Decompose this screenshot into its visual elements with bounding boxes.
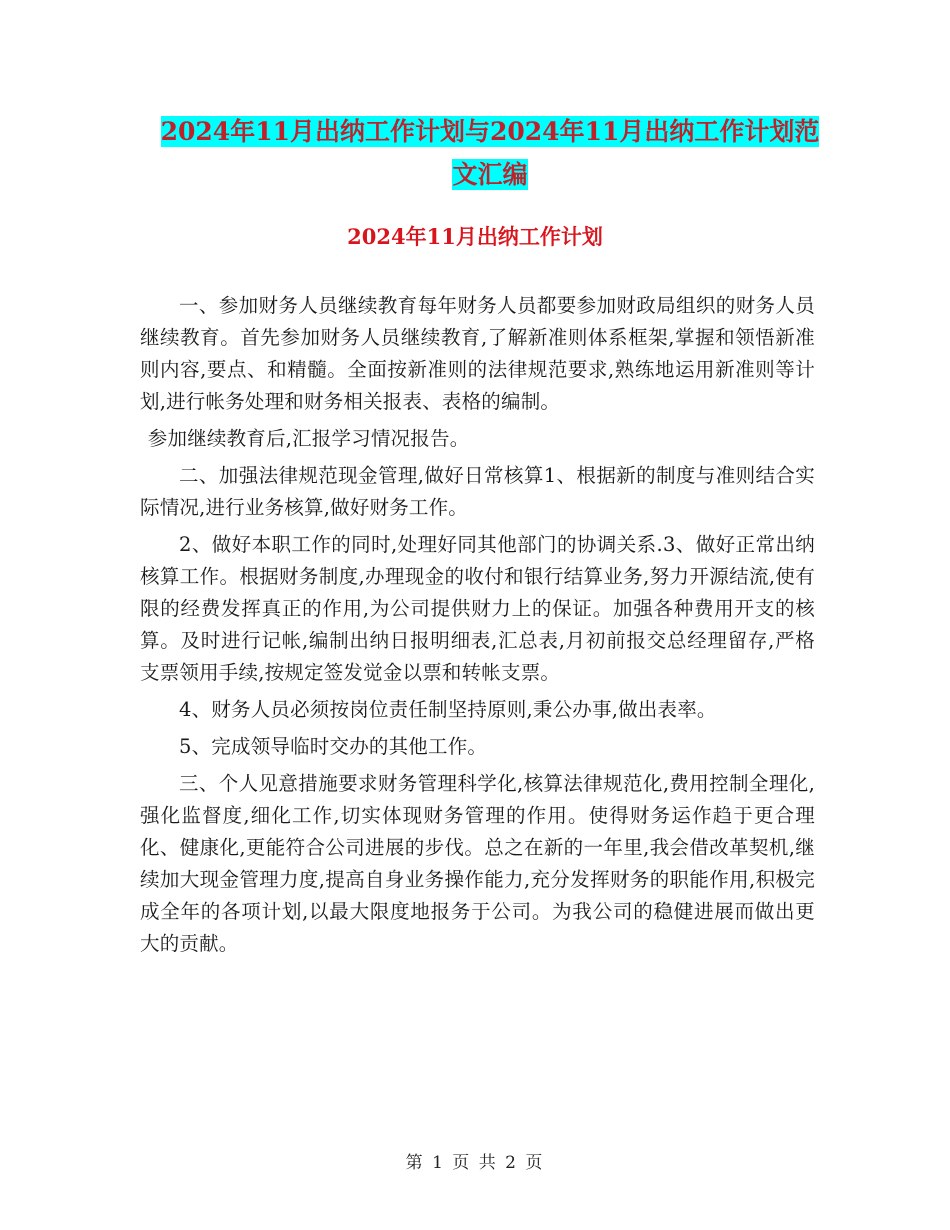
paragraph-5: 4、财务人员必须按岗位责任制坚持原则,秉公办事,做出表率。	[179, 698, 717, 721]
page-footer: 第 1 页 共 2 页	[405, 1153, 545, 1173]
document-title	[150, 110, 830, 196]
paragraph-4: 2、做好本职工作的同时,处理好同其他部门的协调关系.3、做好正常出纳核算工作。根据财务制度,办理现金的收付和银行结算业务,努力开源结流,使有限的经费发挥真正的作用,为公司提供财力上的保证。加强各种费用开支的核算。及时进行记帐,编制出纳日报明细表,汇总表,月初前报交总经理留存,严格支票领用手续,按规定签发觉金以票和转帐支票。	[140, 533, 815, 684]
paragraph-6: 5、完成领导临时交办的其他工作。	[179, 735, 488, 758]
paragraph-7: 三、个人见意措施要求财务管理科学化,核算法律规范化,费用控制全理化,强化监督度,细化工作,切实体现财务管理的作用。使得财务运作趋于更合理化、健康化,更能符合公司进展的步伐。总之在新的一年里,我会借改革契机,继续加大现金管理力度,提高自身业务操作能力,充分发挥财务的职能作用,积极完成全年的各项计划,以最大限度地报务于公司。为我公司的稳健进展而做出更大的贡献。	[140, 772, 815, 955]
paragraph-1: 一、参加财务人员继续教育每年财务人员都要参加财政局组织的财务人员继续教育。首先参加财务人员继续教育,了解新准则体系框架,掌握和领悟新准则内容,要点、和精髓。全面按新准则的法律规范要求,熟练地运用新准则等计划,进行帐务处理和财务相关报表、表格的编制。	[140, 294, 815, 413]
document-title-text: 2024年11月出纳工作计划与2024年11月出纳工作计划范文汇编	[160, 117, 820, 189]
document-body	[140, 290, 815, 965]
paragraph-2: 参加继续教育后,汇报学习情况报告。	[147, 427, 470, 450]
section-heading: 2024年11月出纳工作计划	[347, 224, 603, 249]
paragraph-3: 二、加强法律规范现金管理,做好日常核算1、根据新的制度与准则结合实际情况,进行业务核算,做好财务工作。	[140, 464, 815, 519]
